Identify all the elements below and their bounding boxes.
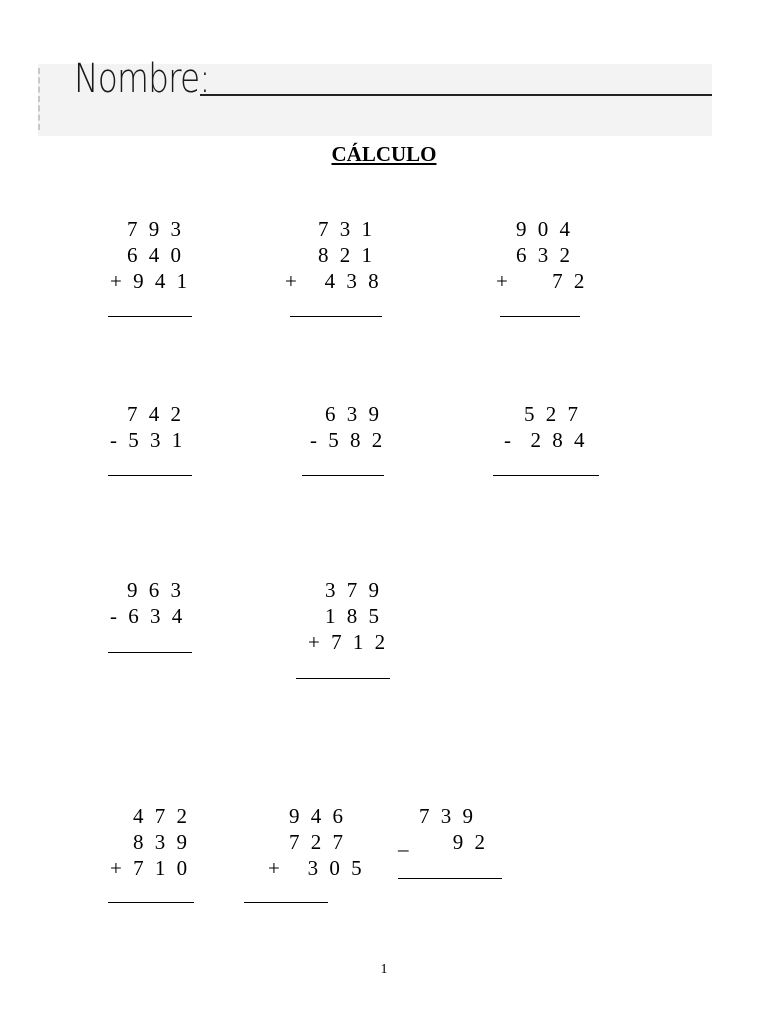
exercise-10-answer-line[interactable] — [244, 902, 328, 903]
nombre-answer-line[interactable] — [200, 94, 712, 96]
exercise-9-row-1: 4 7 2 — [133, 804, 190, 828]
exercise-8-answer-line[interactable] — [296, 678, 390, 679]
exercise-9-row-2: 8 3 9 — [133, 830, 190, 854]
exercise-10-row-2: 7 2 7 — [289, 830, 346, 854]
page-title: CÁLCULO — [331, 142, 437, 166]
exercise-8-row-3: + 7 1 2 — [308, 630, 389, 654]
exercise-6-answer-line[interactable] — [493, 475, 599, 476]
exercise-11-answer-line[interactable] — [398, 878, 502, 879]
exercise-3-row-2: 6 3 2 — [516, 243, 573, 267]
exercise-10-row-1: 9 4 6 — [289, 804, 346, 828]
exercise-8-row-2: 1 8 5 — [325, 604, 382, 628]
exercise-1-answer-line[interactable] — [108, 316, 192, 317]
exercise-3-row-3: + 7 2 — [496, 269, 588, 293]
exercise-11-row-2: _ 9 2 — [398, 830, 488, 854]
exercise-2-row-2: 8 2 1 — [318, 243, 375, 267]
page-number: 1 — [380, 962, 388, 977]
exercise-3-answer-line[interactable] — [500, 316, 580, 317]
nombre-label: Nombre: — [74, 56, 210, 102]
exercise-8-row-1: 3 7 9 — [325, 578, 382, 602]
exercise-4-answer-line[interactable] — [108, 475, 192, 476]
exercise-7-row-2: - 6 3 4 — [110, 604, 186, 628]
header-left-edge — [38, 68, 42, 130]
exercise-2-row-3: + 4 3 8 — [285, 269, 382, 293]
exercise-6-row-1: 5 2 7 — [524, 402, 581, 426]
exercise-1-row-1: 7 9 3 — [127, 217, 184, 241]
exercise-4-row-1: 7 4 2 — [127, 402, 184, 426]
exercise-5-answer-line[interactable] — [302, 475, 384, 476]
exercise-1-row-3: + 9 4 1 — [110, 269, 191, 293]
exercise-9-answer-line[interactable] — [108, 902, 194, 903]
exercise-1-row-2: 6 4 0 — [127, 243, 184, 267]
exercise-9-row-3: + 7 1 0 — [110, 856, 191, 880]
exercise-10-row-3: + 3 0 5 — [268, 856, 365, 880]
exercise-3-row-1: 9 0 4 — [516, 217, 573, 241]
exercise-7-row-1: 9 6 3 — [127, 578, 184, 602]
exercise-5-row-2: - 5 8 2 — [310, 428, 386, 452]
exercise-6-row-2: - 2 8 4 — [504, 428, 588, 452]
exercise-5-row-1: 6 3 9 — [325, 402, 382, 426]
exercise-4-row-2: - 5 3 1 — [110, 428, 186, 452]
exercise-2-row-1: 7 3 1 — [318, 217, 375, 241]
exercise-11-row-1: 7 3 9 — [419, 804, 476, 828]
exercise-2-answer-line[interactable] — [290, 316, 382, 317]
